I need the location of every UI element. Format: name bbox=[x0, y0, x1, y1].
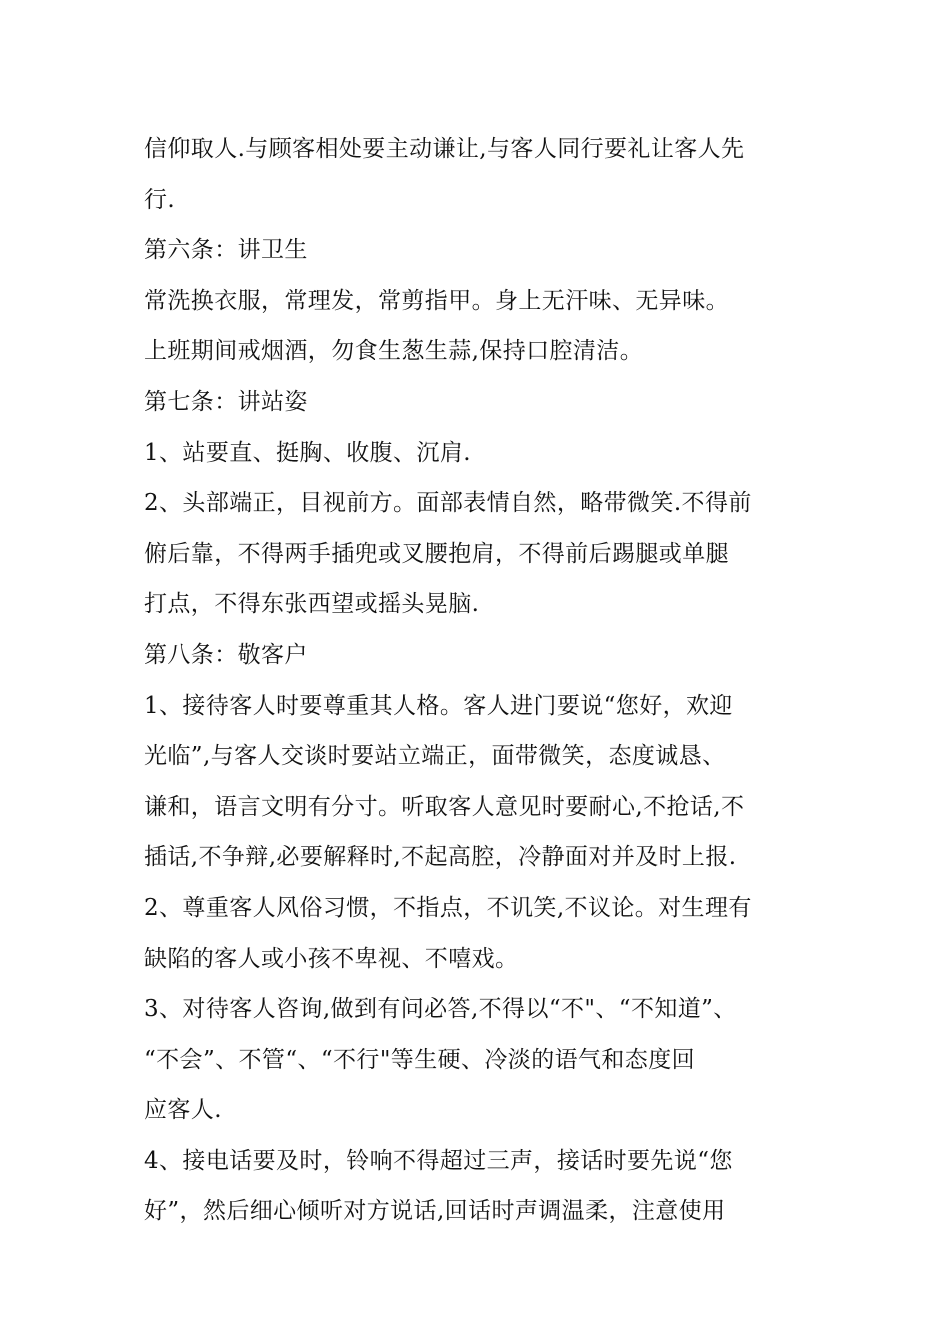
text-line: 俯后靠，不得两手插兜或叉腰抱肩，不得前后踢腿或单腿 bbox=[144, 540, 729, 567]
text-line: 应客人. bbox=[144, 1097, 222, 1124]
text-line: 上班期间戒烟酒，勿食生葱生蒜,保持口腔清洁。 bbox=[144, 338, 644, 365]
list-item: 1、站要直、挺胸、收腹、沉肩. bbox=[144, 439, 471, 466]
text-line: 谦和，语言文明有分寸。听取客人意见时要耐心,不抢话,不 bbox=[144, 793, 745, 820]
list-item: 1、接待客人时要尊重其人格。客人进门要说“您好，欢迎 bbox=[144, 692, 733, 719]
text-line: 光临”,与客人交谈时要站立端正，面带微笑，态度诚恳、 bbox=[144, 743, 726, 770]
section-heading: 第七条：讲站姿 bbox=[144, 388, 308, 415]
text-line: 好”，然后细心倾听对方说话,回话时声调温柔，注意使用 bbox=[144, 1198, 726, 1225]
list-item: 2、头部端正，目视前方。面部表情自然，略带微笑.不得前 bbox=[144, 490, 752, 517]
list-item: 2、尊重客人风俗习惯，不指点，不讥笑,不议论。对生理有 bbox=[144, 894, 752, 921]
list-item: 4、接电话要及时，铃响不得超过三声，接话时要先说“您 bbox=[144, 1147, 733, 1174]
text-line: 信仰取人.与顾客相处要主动谦让,与客人同行要礼让客人先 bbox=[144, 136, 745, 162]
text-line: 缺陷的客人或小孩不卑视、不嘻戏。 bbox=[144, 945, 519, 972]
text-line: 插话,不争辩,必要解释时,不起高腔，冷静面对并及时上报. bbox=[144, 844, 737, 871]
text-line: “不会”、不管“、“不行"等生硬、冷淡的语气和态度回 bbox=[144, 1046, 696, 1073]
text-line: 行. bbox=[144, 186, 176, 213]
section-heading: 第八条：敬客户 bbox=[144, 641, 308, 668]
list-item: 3、对待客人咨询,做到有问必答,不得以“不"、“不知道”、 bbox=[144, 996, 737, 1023]
section-heading: 第六条：讲卫生 bbox=[144, 237, 308, 264]
text-line: 常洗换衣服，常理发，常剪指甲。身上无汗味、无异味。 bbox=[144, 287, 729, 314]
document-text-body bbox=[144, 124, 824, 1237]
text-line: 打点，不得东张西望或摇头晃脑. bbox=[144, 591, 480, 618]
